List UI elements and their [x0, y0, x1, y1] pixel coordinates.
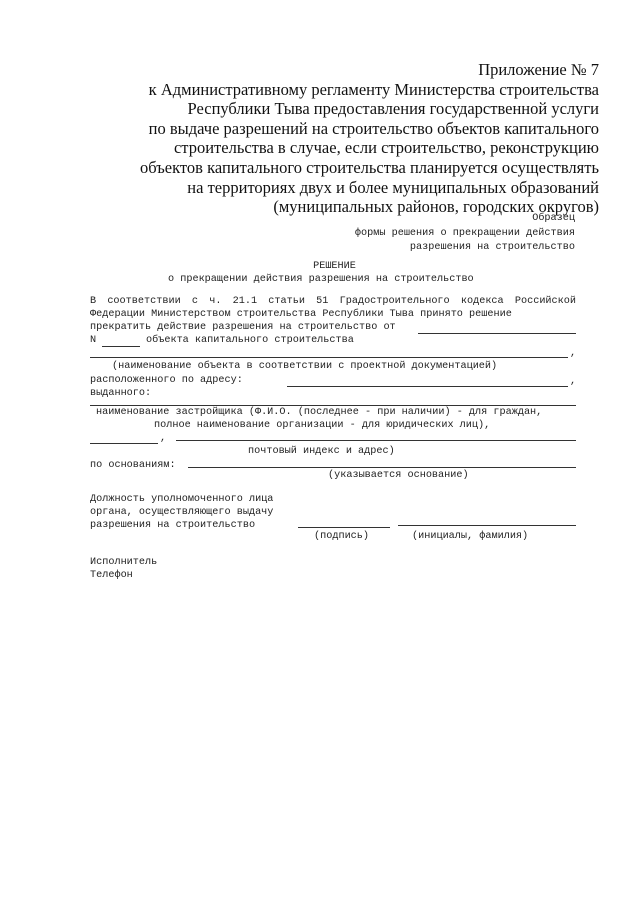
- appendix-line: по выдаче разрешений на строительство объектов капитального: [148, 118, 599, 138]
- grounds-label: по основаниям:: [90, 460, 176, 471]
- grounds-caption: (указывается основание): [328, 470, 469, 481]
- body-line-1: В соответствии с ч. 21.1 статьи 51 Градостроительного кодекса Российской: [90, 296, 576, 307]
- issued-label: выданного:: [90, 388, 152, 399]
- appendix-line: строительства в случае, если строительство, реконструкцию: [173, 138, 599, 158]
- appendix-line: Республики Тыва предоставления государственной услуги: [187, 99, 599, 119]
- permit-number-label: N: [90, 335, 97, 346]
- developer-caption-2: полное наименование организации - для юридических лиц),: [154, 420, 491, 431]
- appendix-header: [129, 60, 599, 217]
- sample-line: формы решения о прекращении действия: [354, 227, 575, 239]
- sample-line: разрешения на строительство: [409, 242, 575, 253]
- date-field-line[interactable]: [418, 333, 576, 334]
- body-line-4: объекта капитального строительства: [146, 335, 354, 346]
- official-position-line-2: органа, осуществляющего выдачу: [90, 507, 274, 518]
- appendix-line: Приложение № 7: [478, 60, 599, 79]
- sample-line: Образец: [532, 213, 575, 224]
- postal-index-field-line[interactable]: [90, 443, 158, 444]
- permit-number-field-line[interactable]: [102, 346, 140, 347]
- grounds-field-line[interactable]: [188, 467, 576, 468]
- appendix-line: объектов капитального строительства планируется осуществлять: [140, 157, 599, 177]
- document-subtitle: о прекращении действия разрешения на строительство: [168, 274, 474, 285]
- developer-field-line[interactable]: [90, 405, 576, 406]
- signature-field-line[interactable]: [298, 527, 390, 528]
- comma: ,: [160, 433, 167, 444]
- name-caption: (инициалы, фамилия): [412, 531, 529, 542]
- appendix-line: (муниципальных районов, городских округов): [273, 197, 599, 217]
- official-position-line-1: Должность уполномоченного лица: [90, 494, 274, 505]
- address-field-line[interactable]: [287, 386, 568, 387]
- object-caption: (наименование объекта в соответствии с проектной документацией): [112, 361, 498, 372]
- object-name-field-line[interactable]: [90, 357, 568, 358]
- signature-caption: (подпись): [314, 531, 370, 542]
- document-title: РЕШЕНИЕ: [313, 261, 356, 272]
- appendix-line: к Административному регламенту Министерства строительства: [148, 79, 599, 99]
- comma: ,: [570, 348, 577, 359]
- body-line-2: Федерации Министерством строительства Республики Тыва принято решение: [90, 309, 512, 320]
- executor-label: Исполнитель: [90, 557, 158, 568]
- name-field-line[interactable]: [398, 525, 576, 526]
- appendix-line: на территориях двух и более муниципальных образований: [187, 177, 599, 197]
- phone-label: Телефон: [90, 570, 133, 581]
- developer-caption-1: наименование застройщика (Ф.И.О. (последнее - при наличии) - для граждан,: [96, 407, 543, 418]
- sample-note: [355, 212, 575, 256]
- official-position-line-3: разрешения на строительство: [90, 520, 256, 531]
- postal-address-field-line[interactable]: [176, 440, 576, 441]
- address-label: расположенного по адресу:: [90, 375, 243, 386]
- comma: ,: [570, 376, 577, 387]
- postal-caption: почтовый индекс и адрес): [248, 446, 395, 457]
- body-line-3: прекратить действие разрешения на строительство от: [90, 322, 396, 333]
